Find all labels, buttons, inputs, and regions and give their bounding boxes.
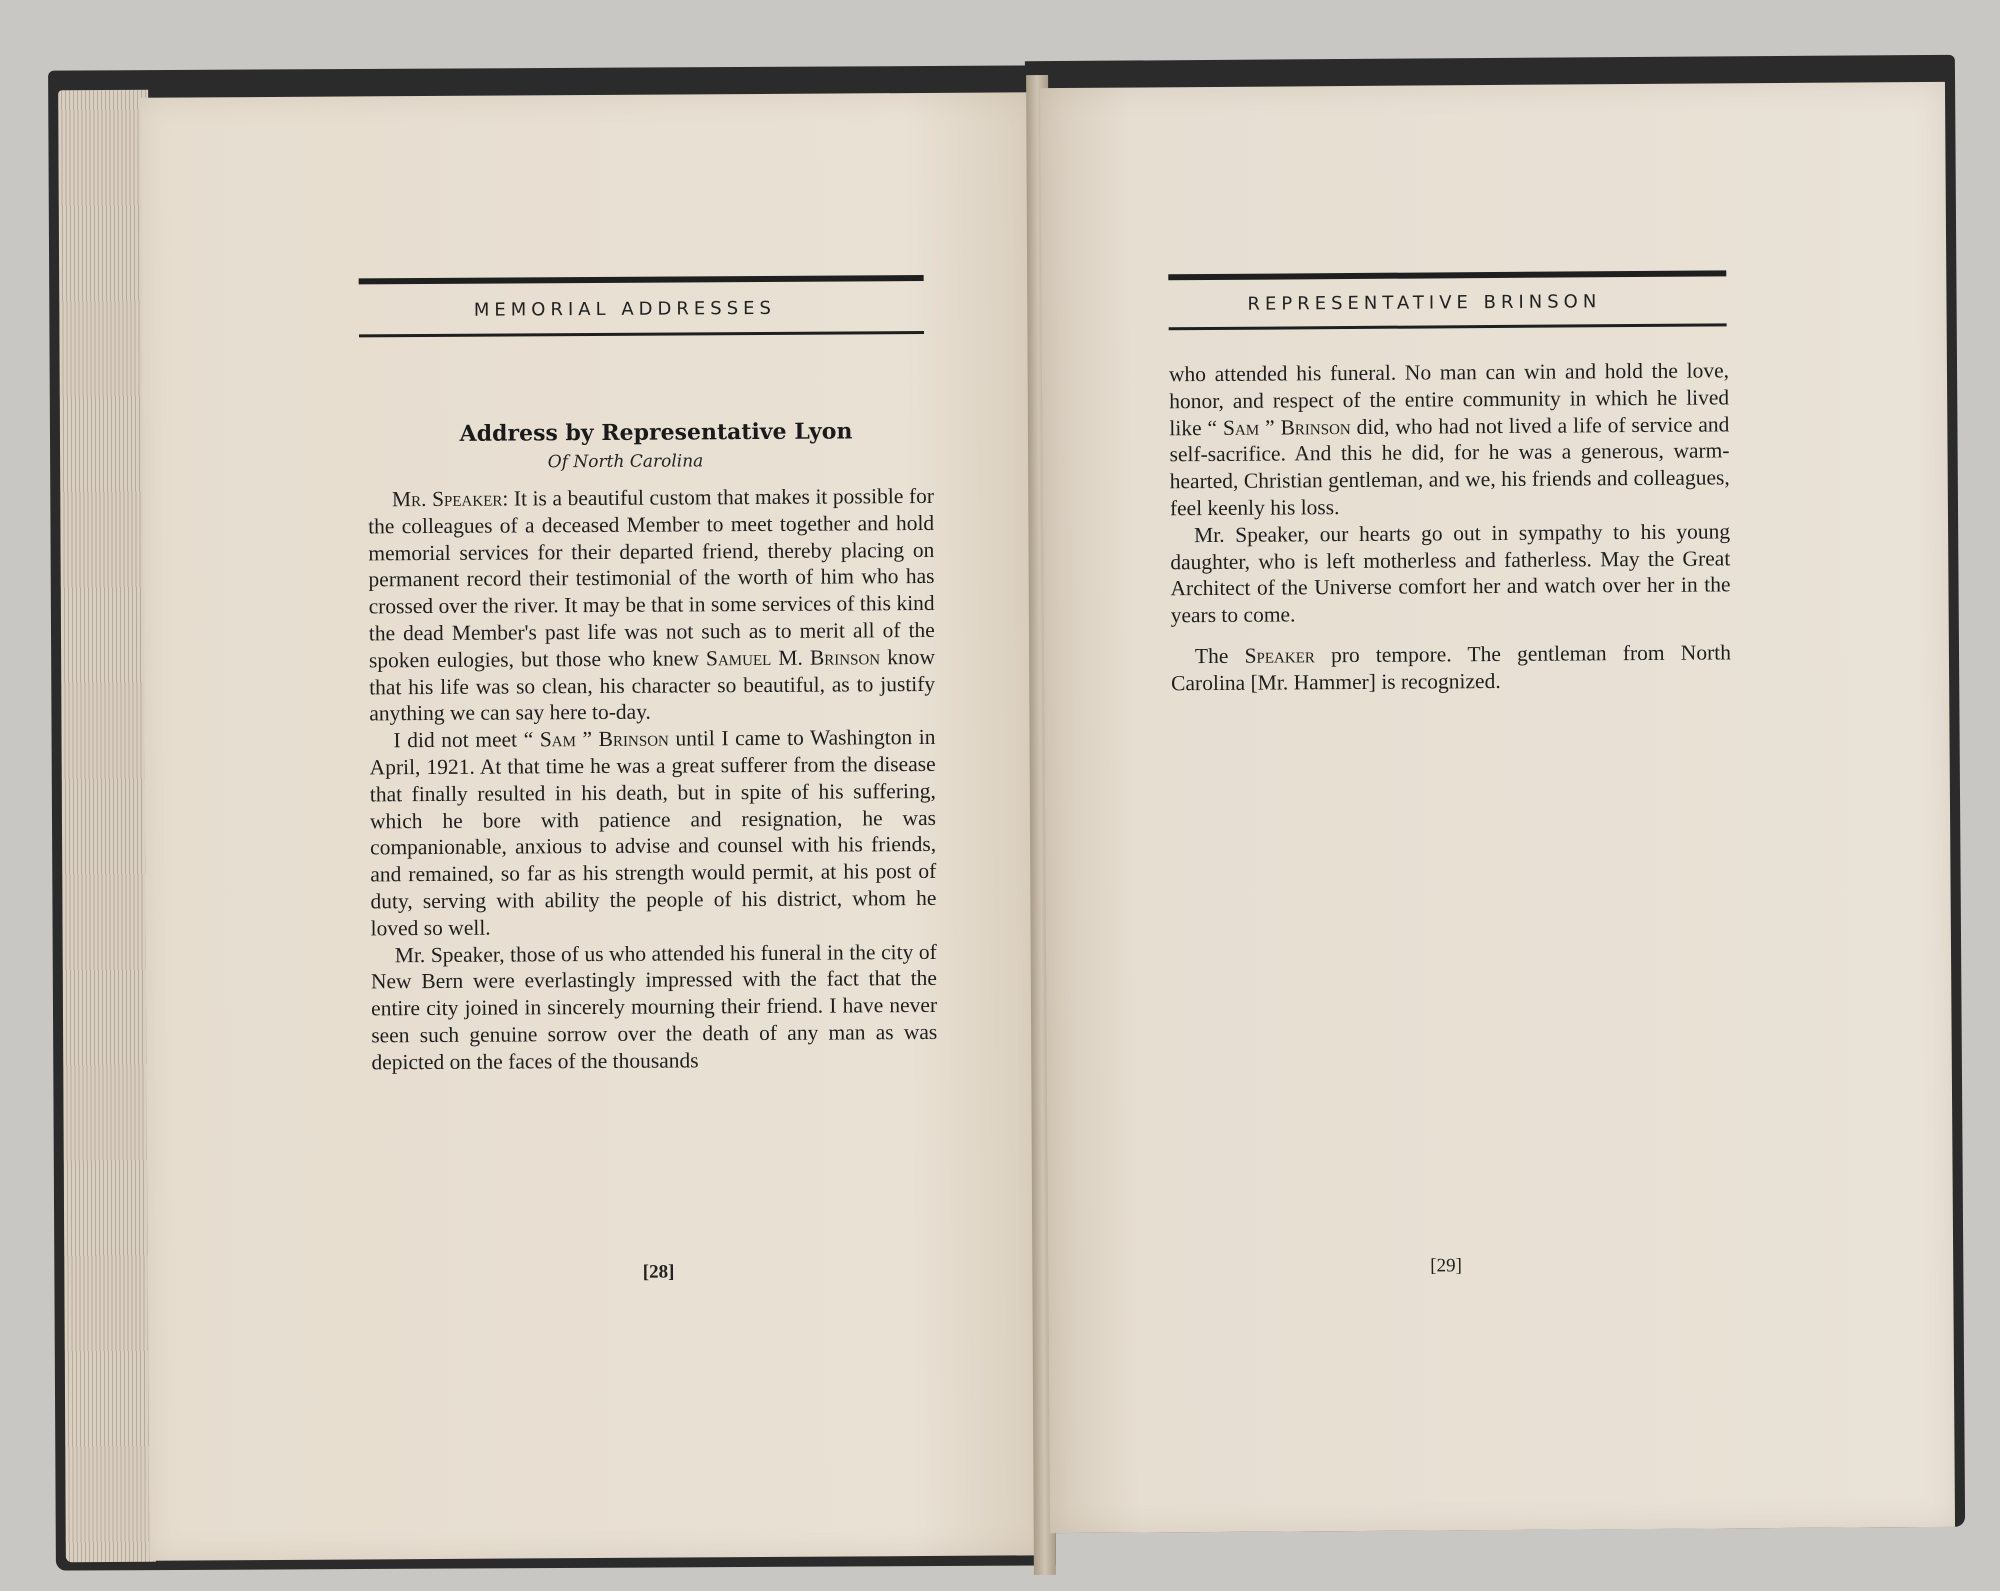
header-rule-bottom: [359, 331, 924, 337]
page-number: [29]: [1430, 1255, 1462, 1277]
paragraph-text: The: [1194, 643, 1245, 669]
member-surname: Brinson: [1280, 414, 1351, 440]
paragraph-text: did, who had not lived a life of service and self-sacrifice. And this he did, for he was a generous, warm-hearted, Christian gentleman, and we, his friends and colleagues, feel keenly his loss.: [1169, 411, 1730, 521]
paragraph-text: I did not meet “: [393, 727, 540, 753]
right-page: [1040, 82, 1955, 1533]
paragraph: Mr. Speaker, those of us who attended his funeral in the city of New Bern were everlastingly impressed with the fact that the entire city joined in sincerely mourning their friend. I have never seen such genuine sorrow over the death of any man as was depicted on the faces of the thousands: [370, 939, 938, 1075]
speaker-title: Speaker: [1244, 643, 1315, 668]
paragraph-text: who attended his funeral. No man can win and hold the love, honor, and respect of the entire community in which he lived like “: [1168, 358, 1730, 440]
member-name: Samuel M. Brinson: [705, 645, 881, 671]
member-nickname: Sam: [539, 727, 577, 752]
paragraph-text: pro tempore. The gentleman from North Carolina [Mr. Hammer] is recognized.: [1171, 640, 1732, 696]
member-nickname: Sam: [1222, 415, 1260, 440]
left-page: [141, 92, 1050, 1560]
paragraph-text: until I came to Washington in April, 1921. At that time he was a great sufferer from the disease that finally resulted in his death, but in spite of his suffering, which he bore with patience and resignation, he was companionable, anxious to advise and counsel with his friends, and remained, so far as his strength would permit, at his post of duty, serving with ability the people of his district, whom he loved so well.: [369, 725, 937, 941]
paragraph-text: ”: [1259, 415, 1281, 440]
page-number: [28]: [642, 1261, 675, 1283]
header-rule-top: [1168, 270, 1726, 280]
address-title: Address by Representative Lyon: [459, 418, 853, 447]
address-subtitle: Of North Carolina: [547, 451, 704, 473]
paragraph: Mr. Speaker, our hearts go out in sympathy to his young daughter, who is left motherless and fatherless. May the Great Architect of the Universe comfort her and watch over her in the years to come.: [1170, 519, 1731, 628]
header-rule-bottom: [1169, 323, 1727, 330]
paragraph-text: : It is a beautiful custom that makes it possible for the colleagues of a deceased Member to meet together and hold memorial services for their departed friend, thereby placing on permanent record their testimonial of the worth of him who has crossed over the river. It may be that in some services of this kind the dead Member's past life was not such as to merit all of the spoken eulogies, but those who knew: [368, 483, 935, 673]
speaker-name: Mr. Speaker: [391, 486, 503, 512]
paragraph: [368, 483, 935, 728]
paragraph: [369, 724, 936, 942]
right-body-text: [1169, 357, 1731, 696]
paragraph-text: ”: [575, 727, 599, 752]
left-body-text: [368, 483, 938, 1076]
member-surname: Brinson: [598, 726, 669, 752]
paragraph: [1169, 357, 1730, 522]
paragraph: [1171, 639, 1731, 697]
header-rule-top: [359, 275, 924, 284]
running-head: MEMORIAL ADDRESSES: [473, 297, 776, 321]
paragraph-text: know that his life was so clean, his character so beautiful, as to justify anything we can say here to-day.: [369, 644, 936, 726]
running-head: REPRESENTATIVE BRINSON: [1247, 291, 1602, 315]
